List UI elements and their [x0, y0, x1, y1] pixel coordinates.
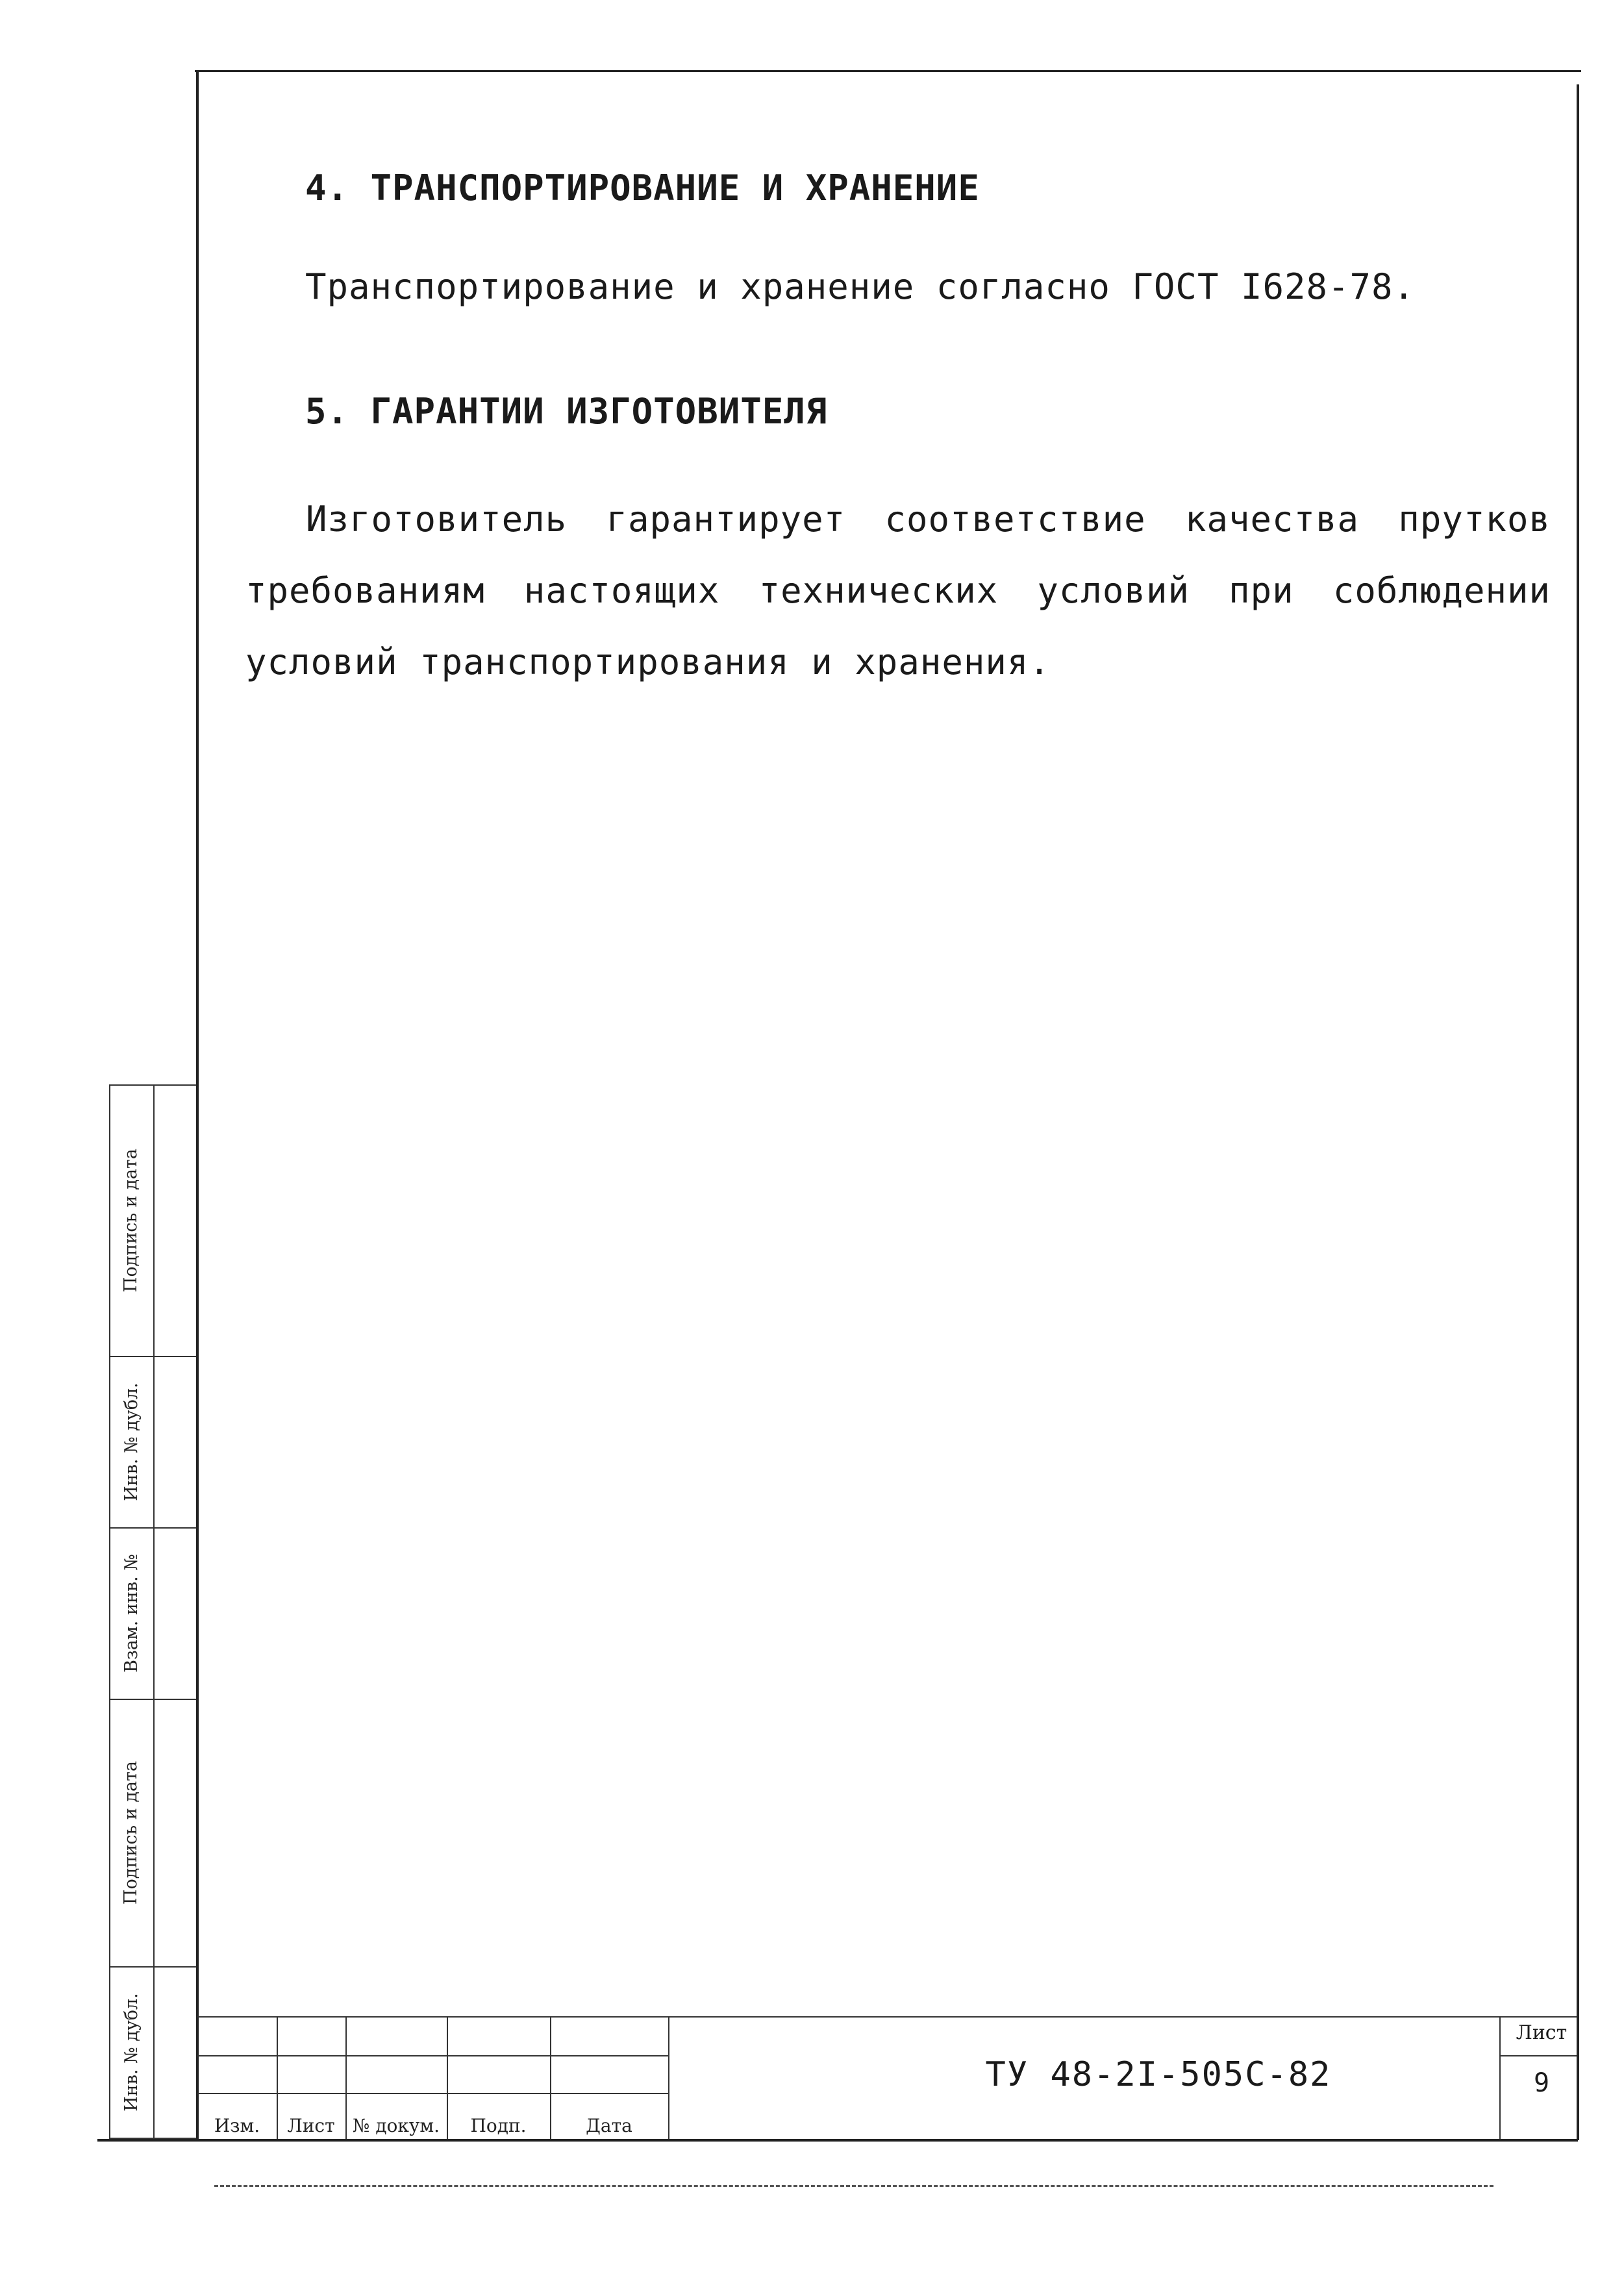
margin-field-dup-inv-2: Инв. № дубл.: [121, 1992, 142, 2112]
margin-stamp: [109, 1084, 196, 2139]
title-block-col-sheet: Лист: [287, 2115, 335, 2136]
section-5-text: Изготовитель гарантирует соответствие качества прутков требованиям настоящих технических условий при соблюдении условий транспортирования и хранения.: [245, 499, 1551, 682]
frame-bottom-border: [97, 2139, 1578, 2142]
section-4-heading: 4. ТРАНСПОРТИРОВАНИЕ И ХРАНЕНИЕ: [305, 168, 980, 208]
frame-top-border: [195, 70, 1581, 72]
frame-left-border: [196, 70, 199, 2140]
title-block: [197, 2016, 1577, 2139]
margin-field-signature-date-1: Подпись и дата: [121, 1148, 142, 1292]
title-block-col-date: Дата: [586, 2115, 632, 2136]
sheet-label: Лист: [1516, 2021, 1568, 2044]
sheet-number: 9: [1533, 2068, 1550, 2098]
frame-right-border: [1577, 84, 1579, 2140]
scan-artifact-line: [214, 2185, 1493, 2187]
title-block-col-signature: Подп.: [470, 2115, 527, 2136]
margin-field-replaced-inv: Взам. инв. №: [121, 1553, 142, 1673]
margin-field-dup-inv-1: Инв. № дубл.: [121, 1382, 142, 1501]
margin-field-signature-date-2: Подпись и дата: [121, 1760, 142, 1905]
section-4-text: Транспортирование и хранение согласно ГОСТ I628-78.: [305, 266, 1416, 307]
title-block-col-change: Изм.: [214, 2115, 260, 2136]
title-block-col-doc-number: № докум.: [352, 2115, 440, 2136]
section-5-heading: 5. ГАРАНТИИ ИЗГОТОВИТЕЛЯ: [305, 391, 828, 432]
document-code: ТУ 48-2I-505С-82: [985, 2055, 1332, 2094]
